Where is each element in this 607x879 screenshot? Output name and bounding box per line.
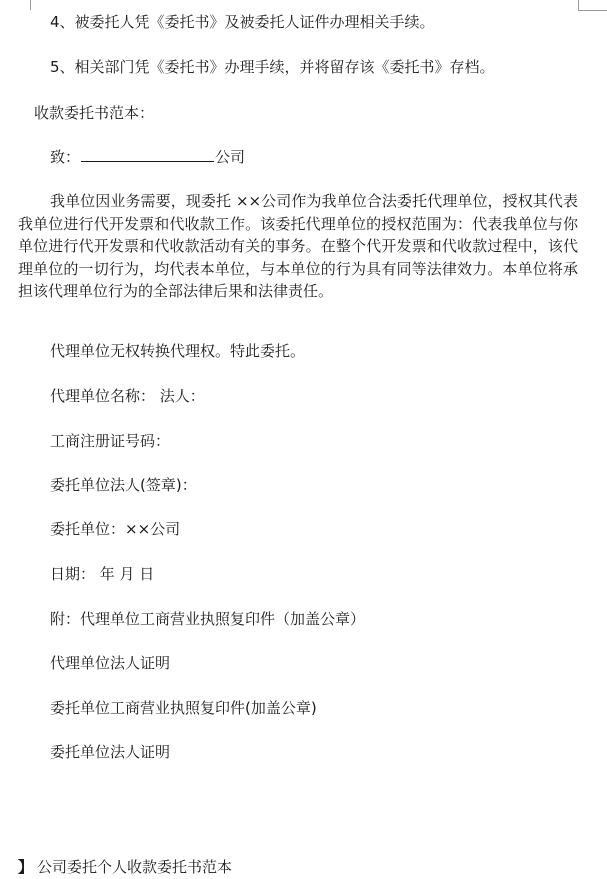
authorization-paragraph: 我单位因业务需要，现委托 ××公司作为我单位合法委托代理单位，授权其代表我单位进行代开发票和代收款工作。该委托代理单位的授权范围为：代表我单位与你单位进行代开发票和代收款活动有关的事务。在整个代开发票和代收款过程中，该代理单位的一切行为，均代表本单位，与本单位的行为具有同等法律效力。本单位将承担该代理单位行为的全部法律后果和法律责任。 <box>18 192 578 300</box>
no-transfer-statement: 代理单位无权转换代理权。特此委托。 <box>50 342 306 360</box>
principal-legal-signature-field: 委托单位法人(签章)： <box>50 476 197 494</box>
item-5: 5、相关部门凭《委托书》办理手续，并将留存该《委托书》存档。 <box>50 58 495 76</box>
principal-legal-cert: 委托单位法人证明 <box>50 743 171 761</box>
addressee-blank <box>81 147 214 162</box>
crop-mark-top-left <box>30 0 31 10</box>
addressee-suffix: 公司 <box>215 148 246 166</box>
attachment-line: 附：代理单位工商营业执照复印件（加盖公章） <box>50 610 366 628</box>
date-field: 日期： 年 月 日 <box>50 565 155 583</box>
crop-mark-top-right <box>578 0 607 11</box>
agent-name-field: 代理单位名称： 法人： <box>50 387 205 405</box>
addressee-prefix: 致： <box>50 148 81 166</box>
next-section-title: 公司委托个人收款委托书范本 <box>37 858 233 876</box>
addressee-line <box>50 146 245 168</box>
agent-legal-cert: 代理单位法人证明 <box>50 654 171 672</box>
item-4: 4、被委托人凭《委托书》及被委托人证件办理相关手续。 <box>50 13 435 31</box>
registration-number-field: 工商注册证号码： <box>50 432 171 450</box>
heading-bracket-mark: 】 <box>18 858 34 876</box>
next-section-heading <box>18 856 232 878</box>
principal-license-copy: 委托单位工商营业执照复印件(加盖公章) <box>50 699 317 717</box>
template-heading: 收款委托书范本： <box>34 104 155 122</box>
principal-unit-field: 委托单位：××公司 <box>50 520 181 538</box>
